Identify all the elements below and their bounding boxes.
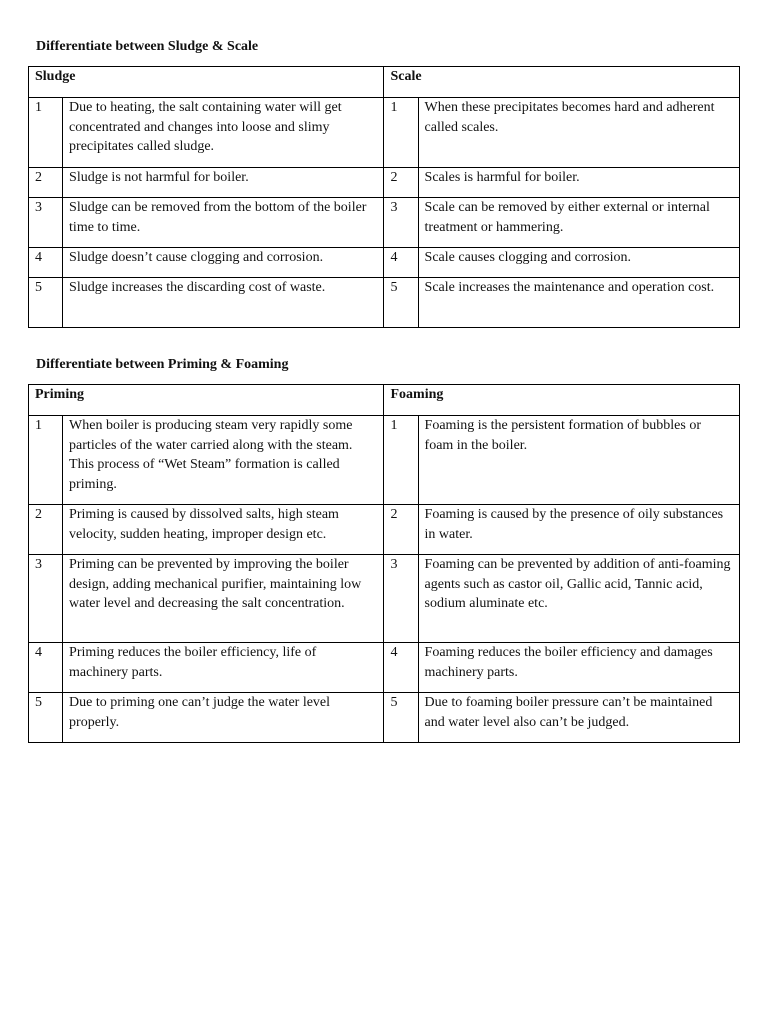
table-row [29,643,740,693]
foaming-point: Foaming is the persistent formation of bubbles or foam in the boiler. [418,416,739,505]
row-number: 3 [29,555,63,643]
table-header-row [29,385,740,416]
row-number: 5 [29,278,63,328]
table-row [29,248,740,278]
row-number: 4 [29,643,63,693]
priming-point: Priming reduces the boiler efficiency, life of machinery parts. [63,643,384,693]
table-row [29,168,740,198]
sludge-point: Sludge can be removed from the bottom of the boiler time to time. [63,198,384,248]
row-number: 5 [29,693,63,743]
foaming-point: Foaming is caused by the presence of oily substances in water. [418,505,739,555]
header-scale: Scale [384,67,740,98]
row-number: 1 [29,416,63,505]
scale-point: Scale increases the maintenance and operation cost. [418,278,739,328]
scale-point: When these precipitates becomes hard and adherent called scales. [418,98,739,168]
row-number: 5 [384,278,418,328]
row-number: 3 [29,198,63,248]
row-number: 3 [384,555,418,643]
row-number: 1 [384,416,418,505]
row-number: 5 [384,693,418,743]
row-number: 2 [384,168,418,198]
foaming-point: Foaming can be prevented by addition of anti-foaming agents such as castor oil, Gallic acid, Tannic acid, sodium aluminate etc. [418,555,739,643]
row-number: 2 [384,505,418,555]
table-row [29,98,740,168]
row-number: 3 [384,198,418,248]
row-number: 2 [29,168,63,198]
row-number: 4 [29,248,63,278]
priming-point: Due to priming one can’t judge the water level properly. [63,693,384,743]
foaming-point: Due to foaming boiler pressure can’t be maintained and water level also can’t be judged. [418,693,739,743]
header-foaming: Foaming [384,385,740,416]
row-number: 4 [384,248,418,278]
row-number: 1 [29,98,63,168]
sludge-point: Sludge is not harmful for boiler. [63,168,384,198]
table-row [29,198,740,248]
priming-point: Priming can be prevented by improving the boiler design, adding mechanical purifier, maintaining low water level and decreasing the salt concentration. [63,555,384,643]
priming-foaming-table [28,384,740,743]
sludge-scale-table [28,66,740,328]
row-number: 4 [384,643,418,693]
section-title-sludge-scale: Differentiate between Sludge & Scale [36,39,259,54]
table-row [29,505,740,555]
sludge-point: Due to heating, the salt containing water will get concentrated and changes into loose and slimy precipitates called sludge. [63,98,384,168]
row-number: 1 [384,98,418,168]
priming-point: When boiler is producing steam very rapidly some particles of the water carried along with the steam. This process of “Wet Steam” formation is called priming. [63,416,384,505]
sludge-point: Sludge doesn’t cause clogging and corrosion. [63,248,384,278]
table-row [29,278,740,328]
row-number: 2 [29,505,63,555]
table-row [29,693,740,743]
table-row [29,416,740,505]
priming-point: Priming is caused by dissolved salts, high steam velocity, sudden heating, improper design etc. [63,505,384,555]
table-row [29,555,740,643]
scale-point: Scale causes clogging and corrosion. [418,248,739,278]
scale-point: Scales is harmful for boiler. [418,168,739,198]
section-title-priming-foaming: Differentiate between Priming & Foaming [36,357,289,372]
header-priming: Priming [29,385,384,416]
header-sludge: Sludge [29,67,384,98]
scale-point: Scale can be removed by either external or internal treatment or hammering. [418,198,739,248]
table-header-row [29,67,740,98]
sludge-point: Sludge increases the discarding cost of waste. [63,278,384,328]
foaming-point: Foaming reduces the boiler efficiency and damages machinery parts. [418,643,739,693]
